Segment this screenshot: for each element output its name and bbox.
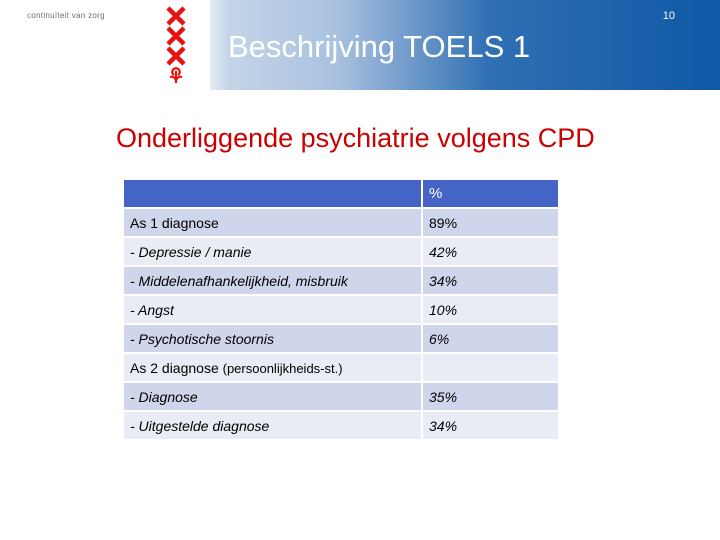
row-value: 34% (422, 411, 559, 440)
diagnosis-table (122, 178, 560, 441)
amsterdam-xxx-crest-icon (165, 5, 187, 85)
slide-title: Beschrijving TOELS 1 (228, 29, 531, 64)
slide-subtitle: Onderliggende psychiatrie volgens CPD (116, 123, 595, 153)
row-value: 42% (422, 237, 559, 266)
row-label-main: As 2 diagnose (130, 359, 219, 376)
flourish-icon (170, 68, 182, 83)
row-value (422, 353, 559, 382)
table-row (123, 295, 559, 324)
row-label: - Depressie / manie (123, 237, 422, 266)
tagline: continuïteit van zorg (27, 11, 105, 20)
row-value: 89% (422, 208, 559, 237)
header-cell-percent: % (422, 179, 559, 208)
header-cell-label (123, 179, 422, 208)
table-row (123, 266, 559, 295)
row-label: - Diagnose (123, 382, 422, 411)
row-value: 34% (422, 266, 559, 295)
table-row (123, 208, 559, 237)
slide-number: 10 (662, 10, 675, 22)
row-value: 10% (422, 295, 559, 324)
row-label: - Angst (123, 295, 422, 324)
row-label (123, 353, 422, 382)
table-row (123, 353, 559, 382)
table-row (123, 324, 559, 353)
row-label: - Psychotische stoornis (123, 324, 422, 353)
table-row (123, 382, 559, 411)
row-label-suffix: (persoonlijkheids-st.) (222, 360, 343, 376)
row-label: - Middelenafhankelijkheid, misbruik (123, 266, 422, 295)
table-header-row (123, 179, 559, 208)
row-value: 6% (422, 324, 559, 353)
table-row (123, 411, 559, 440)
table-row (123, 237, 559, 266)
row-value: 35% (422, 382, 559, 411)
row-label: As 1 diagnose (123, 208, 422, 237)
row-label: - Uitgestelde diagnose (123, 411, 422, 440)
